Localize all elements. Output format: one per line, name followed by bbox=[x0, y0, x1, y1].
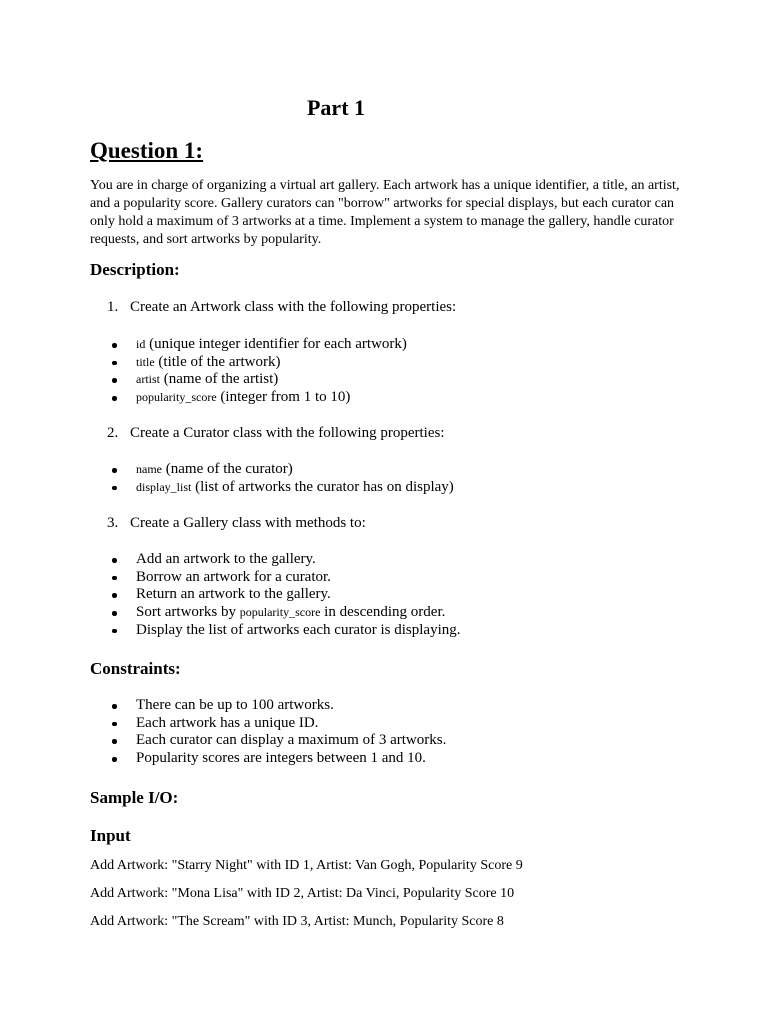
list-item bbox=[90, 389, 407, 407]
constraints-list bbox=[90, 697, 446, 768]
property-text: (list of artworks the curator has on display) bbox=[191, 478, 454, 495]
list-item bbox=[90, 461, 454, 479]
list-item bbox=[90, 622, 461, 640]
input-heading: Input bbox=[90, 826, 131, 845]
property-code: popularity_score bbox=[136, 390, 217, 405]
bullet-icon bbox=[112, 378, 117, 383]
method-text: Display the list of artworks each curator is displaying. bbox=[136, 621, 461, 638]
intro-paragraph bbox=[90, 177, 682, 249]
method-text: in descending order. bbox=[320, 604, 446, 621]
artwork-properties-list bbox=[90, 336, 407, 407]
bullet-icon bbox=[112, 629, 117, 634]
part-title: Part 1 bbox=[306, 95, 366, 120]
description-heading: Description: bbox=[90, 260, 180, 279]
list-item bbox=[90, 697, 446, 715]
list-item bbox=[90, 551, 461, 569]
property-text: (integer from 1 to 10) bbox=[216, 389, 351, 406]
sample-io-heading: Sample I/O: bbox=[90, 788, 179, 807]
bullet-icon bbox=[112, 558, 117, 563]
list-item bbox=[90, 336, 407, 354]
input-line: Add Artwork: "The Scream" with ID 3, Artist: Munch, Popularity Score 8 bbox=[90, 914, 504, 929]
property-text: (name of the curator) bbox=[162, 461, 293, 477]
method-text: Add an artwork to the gallery. bbox=[136, 551, 316, 567]
input-line: Add Artwork: "Mona Lisa" with ID 2, Artist: Da Vinci, Popularity Score 10 bbox=[90, 886, 515, 901]
list-item bbox=[90, 604, 461, 622]
property-text: (title of the artwork) bbox=[154, 353, 281, 370]
constraint-text: Popularity scores are integers between 1 and 10. bbox=[136, 750, 426, 767]
bullet-icon bbox=[112, 468, 117, 473]
constraint-text: Each artwork has a unique ID. bbox=[136, 714, 319, 731]
intro-line: only hold a maximum of 3 artworks at a time. Implement a system to manage the gallery, handle curator bbox=[90, 214, 674, 229]
step-number: 3. bbox=[107, 515, 119, 531]
step-number: 1. bbox=[107, 299, 119, 315]
intro-line: and a popularity score. Gallery curators can "borrow" artworks for special displays, but each curator can bbox=[90, 196, 675, 211]
bullet-icon bbox=[112, 757, 117, 762]
method-text: Return an artwork to the gallery. bbox=[136, 586, 331, 603]
bullet-icon bbox=[112, 343, 117, 348]
property-code: name bbox=[136, 462, 162, 476]
bullet-icon bbox=[112, 361, 117, 366]
list-item bbox=[90, 750, 446, 768]
constraint-text: There can be up to 100 artworks. bbox=[136, 697, 334, 713]
list-item bbox=[90, 732, 446, 750]
question-title: Question 1: bbox=[90, 138, 204, 163]
bullet-icon bbox=[112, 576, 117, 581]
constraint-text: Each curator can display a maximum of 3 artworks. bbox=[136, 732, 447, 749]
bullet-icon bbox=[112, 704, 117, 709]
step-3 bbox=[107, 515, 366, 532]
curator-properties-list bbox=[90, 461, 454, 496]
step-text: Create a Gallery class with methods to: bbox=[130, 515, 366, 531]
step-text: Create a Curator class with the following properties: bbox=[130, 425, 445, 441]
list-item bbox=[90, 715, 446, 733]
property-text: (name of the artist) bbox=[160, 371, 279, 388]
property-text: (unique integer identifier for each artwork) bbox=[145, 336, 407, 352]
method-text: Sort artworks by bbox=[136, 604, 240, 621]
list-item bbox=[90, 569, 461, 587]
bullet-icon bbox=[112, 486, 117, 491]
gallery-methods-list bbox=[90, 551, 461, 639]
property-code: display_list bbox=[136, 479, 192, 494]
property-code: title bbox=[136, 354, 155, 369]
list-item bbox=[90, 586, 461, 604]
constraints-heading: Constraints: bbox=[90, 659, 181, 678]
intro-line: requests, and sort artworks by popularity. bbox=[90, 232, 322, 247]
step-text: Create an Artwork class with the following properties: bbox=[130, 299, 457, 315]
bullet-icon bbox=[112, 396, 117, 401]
step-number: 2. bbox=[107, 425, 119, 441]
step-2 bbox=[107, 425, 445, 442]
bullet-icon bbox=[112, 593, 117, 598]
input-line: Add Artwork: "Starry Night" with ID 1, Artist: Van Gogh, Popularity Score 9 bbox=[90, 858, 523, 873]
method-code: popularity_score bbox=[239, 605, 321, 620]
step-1 bbox=[107, 299, 456, 316]
method-text: Borrow an artwork for a curator. bbox=[136, 568, 331, 585]
list-item bbox=[90, 479, 454, 497]
intro-line: You are in charge of organizing a virtual art gallery. Each artwork has a unique identifier, a title, an artist, bbox=[90, 178, 680, 193]
property-code: artist bbox=[136, 372, 160, 387]
bullet-icon bbox=[112, 739, 117, 744]
property-code: id bbox=[136, 337, 146, 351]
list-item bbox=[90, 371, 407, 389]
list-item bbox=[90, 354, 407, 372]
bullet-icon bbox=[112, 611, 117, 616]
bullet-icon bbox=[112, 722, 117, 727]
